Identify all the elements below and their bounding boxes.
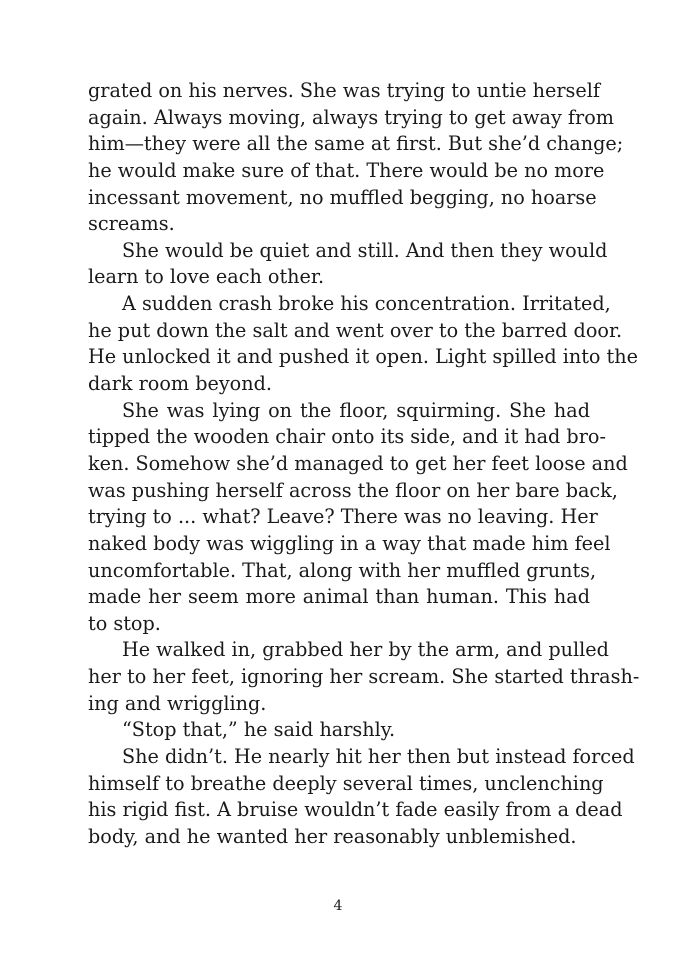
text-line: “Stop that,” he said harshly. <box>122 718 396 742</box>
text-line: body, and he wanted her reasonably unblemished. <box>88 824 577 848</box>
text-line: grated on his nerves. She was trying to untie herself <box>88 79 600 102</box>
text-line: She would be quiet and still. And then they would <box>122 238 608 262</box>
text-line: trying to ... what? Leave? There was no leaving. Her <box>88 505 598 529</box>
text-line: again. Always moving, always trying to get away from <box>88 105 614 129</box>
text-line: was pushing herself across the floor on her bare back, <box>88 478 618 502</box>
text-line: himself to breathe deeply several times, unclenching <box>88 771 604 795</box>
text-line: She was lying on the floor, squirming. She had <box>122 398 590 422</box>
text-line: he would make sure of that. There would be no more <box>88 158 605 182</box>
paragraph <box>88 744 635 851</box>
text-line: She didn’t. He nearly hit her then but instead forced <box>122 745 635 769</box>
text-line: his rigid fist. A bruise wouldn’t fade easily from a dead <box>88 798 623 822</box>
paragraph <box>88 717 590 744</box>
text-line: naked body was wiggling in a way that made him feel <box>88 531 611 555</box>
text-line: He walked in, grabbed her by the arm, and pulled <box>122 638 609 662</box>
text-line: ing and wriggling. <box>88 691 267 715</box>
text-line: A sudden crash broke his concentration. Irritated, <box>122 292 611 316</box>
paragraph <box>88 291 638 398</box>
text-line: dark room beyond. <box>88 372 272 396</box>
text-line: ken. Somehow she’d managed to get her feet loose and <box>88 451 628 475</box>
text-line: her to her feet, ignoring her scream. She started thrash- <box>88 665 640 689</box>
paragraph <box>88 238 608 291</box>
paragraph <box>88 398 628 638</box>
text-line: learn to love each other. <box>88 265 325 289</box>
page-number: 4 <box>333 898 343 914</box>
text-line: him—they were all the same at first. But she’d change; <box>88 132 624 156</box>
text-line: uncomfortable. That, along with her muffled grunts, <box>88 558 597 582</box>
paragraph <box>88 637 640 717</box>
text-line: made her seem more animal than human. This had <box>88 585 590 609</box>
text-line: He unlocked it and pushed it open. Light spilled into the <box>88 345 638 369</box>
text-line: he put down the salt and went over to the barred door. <box>88 318 623 342</box>
body-text <box>88 78 640 851</box>
text-line: to stop. <box>88 611 161 635</box>
text-line: screams. <box>88 212 175 236</box>
paragraph <box>88 78 624 238</box>
text-line: tipped the wooden chair onto its side, and it had bro- <box>88 425 606 449</box>
text-line: incessant movement, no muffled begging, no hoarse <box>88 185 597 209</box>
